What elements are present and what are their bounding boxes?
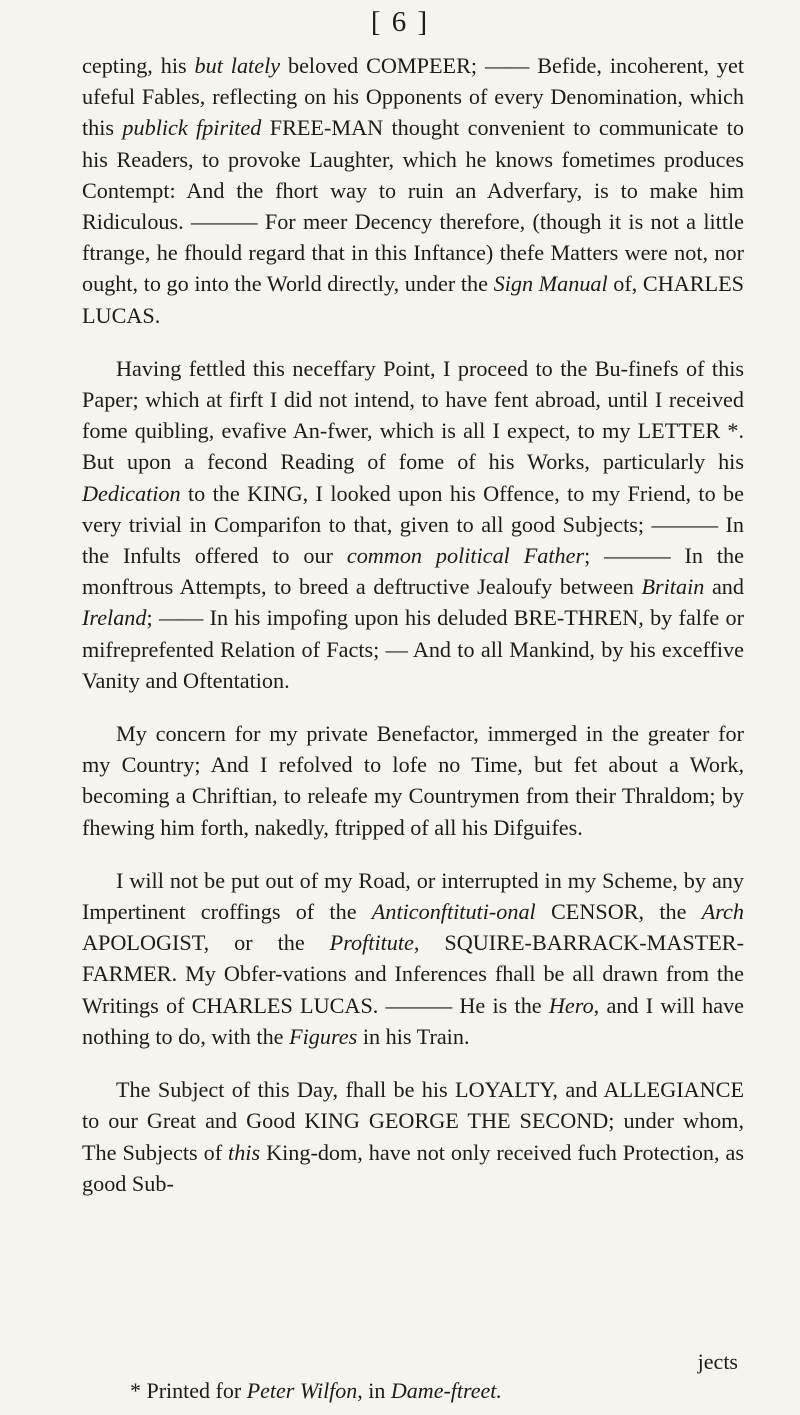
text-run: , and I will have nothing to do, with the — [82, 992, 745, 1049]
paragraph-3 — [82, 718, 744, 843]
italic-text: Dedication — [82, 480, 181, 506]
paragraph-5 — [82, 1074, 744, 1199]
italic-text: common political Father — [346, 543, 585, 569]
text-run: My concern for my private Benefactor, immerged in the greater for my Country; And I refolved to lofe no Time, but fet about a Work, becoming a Chriftian, to releafe my Countrymen from their Thraldom; by fhewing him forth, nakedly, ftripped of all his Difguifes. — [82, 721, 744, 840]
text-run: CENSOR, the — [535, 899, 702, 925]
text-run: King-dom, have not only received fuch Protection, as good Sub- — [82, 1139, 744, 1196]
footnote — [130, 1377, 744, 1405]
text-run: cepting, his — [82, 53, 195, 78]
italic-text: Hero — [548, 992, 594, 1018]
italic-text: Ireland — [82, 605, 147, 631]
page-number: [ 6 ] — [370, 6, 430, 38]
text-run: , SQUIRE-BARRACK-MASTER-FARMER. My Obfer-vations and Inferences fhall be all drawn from the Writings of CHARLES LUCAS. ——— He is the — [82, 930, 744, 1018]
italic-text: Proftitute — [329, 930, 414, 956]
text-run: beloved COMPEER; —— Befide, incoherent, yet ufeful Fables, reflecting on his Opponents of every Denomination, which this — [82, 53, 744, 141]
text-run: ; —— In his impofing upon his deluded BRE-THREN, by falfe or mifreprefented Relation of Facts; — And to all Mankind, by his exceffive Vanity and Oftentation. — [82, 605, 744, 693]
italic-text: this — [228, 1139, 261, 1165]
text-run: Having fettled this neceffary Point, I proceed to the Bu-finefs of this Paper; which at firft I did not intend, to have fent abroad, until I received fome quibling, evafive An-fwer, which is all I expect, to my LETTER *. But upon a fecond Reading of fome of his Works, particularly his — [82, 355, 744, 475]
text-run: and — [704, 574, 744, 600]
text-run: in his Train. — [357, 1023, 470, 1049]
text-run: The Subject of this Day, fhall be his LOYALTY, and ALLEGIANCE to our Great and Good KING GEORGE THE SECOND; under whom, The Subjects of — [82, 1077, 744, 1165]
paragraph-2 — [82, 353, 744, 696]
text-run: ; ——— In the monftrous Attempts, to breed a deftructive Jealoufy between — [82, 543, 744, 600]
catchword: jects — [697, 1349, 738, 1374]
text-run: * Printed for — [130, 1378, 247, 1403]
text-run: to the KING, I looked upon his Offence, to my Friend, to be very trivial in Comparifon to that, given to all good Subjects; ——— In the Infults offered to our — [82, 480, 744, 569]
text-run: , in — [357, 1378, 391, 1403]
italic-text: Sign Manual — [493, 271, 608, 297]
italic-text: but lately — [194, 53, 281, 78]
body-text — [82, 50, 744, 1199]
italic-text: Dame-ftreet. — [390, 1378, 502, 1403]
italic-text: publick fpirited — [122, 115, 262, 141]
text-run: of, CHARLES LUCAS. — [82, 271, 744, 328]
paragraph-1 — [82, 50, 744, 331]
italic-text: Britain — [641, 574, 705, 600]
italic-text: Peter Wilfon — [246, 1378, 358, 1403]
paragraph-4 — [82, 865, 744, 1052]
text-run: APOLOGIST, or the — [82, 930, 330, 956]
italic-text: Anticonftituti-onal — [371, 899, 536, 925]
italic-text: Arch — [701, 899, 744, 925]
text-run: I will not be put out of my Road, or interrupted in my Scheme, by any Impertinent croffings of the — [82, 867, 744, 925]
italic-text: Figures — [289, 1023, 358, 1049]
text-run: FREE-MAN thought convenient to communicate to his Readers, to provoke Laughter, which he knows fometimes produces Contempt: And the fhort way to ruin an Adverfary, is to make him Ridiculous. ——— For meer Decency therefore, (though it is not a little ftrange, he fhould regard that in this Inftance) thefe Matters were not, nor ought, to go into the World directly, under the — [82, 115, 744, 297]
